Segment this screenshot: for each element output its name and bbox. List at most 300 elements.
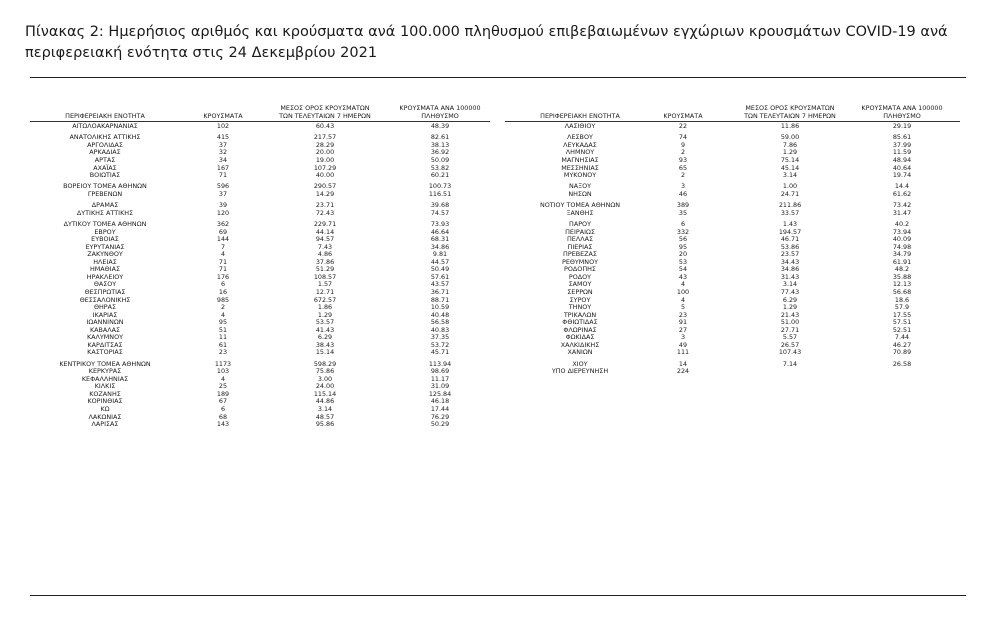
cell-cases: 143: [216, 420, 230, 429]
cell-name: ΥΠΟ ΔΙΕΡΕΥΝΗΣΗ: [551, 367, 609, 376]
cell-avg: 6.29: [317, 333, 333, 342]
cell-cases: 189: [216, 389, 230, 398]
cell-name: ΤΗΝΟΥ: [568, 303, 592, 312]
cell-name: ΧΑΛΚΙΔΙΚΗΣ: [560, 340, 600, 349]
cell-cases: 22: [678, 122, 688, 130]
cell-cases: 56: [678, 235, 688, 244]
cell-cases: 93: [678, 155, 688, 164]
cell-cases: 25: [218, 382, 228, 391]
cell-name: ΑΡΤΑΣ: [94, 155, 116, 164]
cell-cases: 53: [678, 257, 688, 266]
cell-cases: 43: [678, 272, 688, 281]
cell-name: ΡΟΔΟΠΗΣ: [564, 265, 596, 274]
table-row: [505, 122, 965, 130]
cell-per: 98.69: [430, 367, 450, 376]
cell-cases: 332: [676, 227, 690, 236]
cell-cases: 224: [676, 367, 690, 376]
cell-per: 53.82: [430, 163, 450, 172]
cell-cases: 74: [678, 133, 688, 142]
cell-avg: 598.29: [313, 359, 337, 368]
header-per-right: [852, 104, 952, 120]
cell-name: ΜΑΓΝΗΣΙΑΣ: [561, 155, 599, 164]
cell-cases: 103: [216, 367, 230, 376]
cell-avg: 4.86: [317, 250, 333, 259]
cell-cases: 27: [678, 325, 688, 334]
cell-per: 10.59: [430, 303, 450, 312]
table-row: [30, 190, 490, 198]
cell-name: ΚΑΒΑΛΑΣ: [89, 325, 121, 334]
cell-avg: 77.43: [780, 288, 800, 296]
cell-per: 48.39: [430, 122, 450, 130]
cell-per: 14.4: [894, 182, 910, 191]
header-avg-right: [740, 104, 840, 120]
cell-avg: 21.43: [780, 310, 800, 319]
cell-cases: 7: [220, 242, 226, 251]
header-avg-line1: ΜΕΣΟΣ ΟΡΟΣ ΚΡΟΥΣΜΑΤΩΝ: [280, 104, 370, 112]
cell-per: 50.29: [430, 420, 450, 429]
cell-avg: 51.00: [780, 318, 800, 327]
cell-per: 46.18: [430, 397, 450, 406]
cell-cases: 6: [220, 405, 226, 413]
cell-avg: 217.57: [313, 133, 337, 142]
table-row: [30, 420, 490, 428]
cell-per: 61.91: [892, 257, 912, 266]
cell-cases: 71: [218, 171, 228, 180]
cell-cases: 23: [218, 348, 228, 357]
header-cases-right: ΚΡΟΥΣΜΑΤΑ: [663, 112, 703, 120]
cell-name: ΒΟΙΩΤΙΑΣ: [89, 171, 121, 180]
cell-avg: 211.86: [778, 201, 802, 210]
cell-name: ΝΟΤΙΟΥ ΤΟΜΕΑ ΑΘΗΝΩΝ: [539, 201, 621, 210]
cell-avg: 672.57: [313, 295, 337, 304]
cell-avg: 3.14: [782, 171, 798, 180]
table-row: [505, 171, 965, 179]
header-per: [390, 104, 490, 120]
cell-per: 11.59: [892, 148, 912, 157]
cell-name: ΚΑΡΔΙΤΣΑΣ: [87, 340, 123, 349]
cell-cases: 91: [678, 318, 688, 327]
header-unit: ΠΕΡΙΦΕΡΕΙΑΚΗ ΕΝΟΤΗΤΑ: [65, 112, 145, 120]
cell-avg: 45.14: [780, 163, 800, 172]
cell-cases: 11: [218, 333, 228, 342]
cell-avg: 20.00: [315, 148, 335, 157]
cell-name: ΣΑΜΟΥ: [568, 280, 592, 289]
cell-avg: 24.71: [780, 189, 800, 198]
cell-per: 36.71: [430, 288, 450, 296]
cell-per: 85.61: [892, 133, 912, 142]
cell-avg: 1.29: [317, 310, 333, 319]
cell-name: ΤΡΙΚΑΛΩΝ: [563, 310, 597, 319]
cell-per: 29.19: [892, 122, 912, 130]
cell-name: ΚΕΡΚΥΡΑΣ: [88, 367, 122, 376]
cell-avg: 40.00: [315, 171, 335, 180]
cell-name: ΦΘΙΩΤΙΔΑΣ: [562, 318, 598, 327]
cell-cases: 389: [676, 201, 690, 210]
cell-avg: 11.86: [780, 122, 800, 130]
cell-per: 39.68: [430, 201, 450, 210]
cell-name: ΘΕΣΣΑΛΟΝΙΚΗΣ: [79, 295, 131, 304]
cell-cases: 3: [680, 182, 686, 191]
cell-name: ΛΕΣΒΟΥ: [567, 133, 593, 142]
cell-name: ΒΟΡΕΙΟΥ ΤΟΜΕΑ ΑΘΗΝΩΝ: [63, 182, 147, 191]
cell-name: ΠΡΕΒΕΖΑΣ: [563, 250, 597, 259]
cell-per: 9.81: [432, 250, 448, 259]
cell-per: 73.94: [892, 227, 912, 236]
cell-per: 116.51: [428, 189, 452, 198]
cell-cases: 95: [218, 318, 228, 327]
table-row: [505, 348, 965, 356]
cell-per: 46.64: [430, 227, 450, 236]
cell-avg: 107.29: [313, 163, 337, 172]
cell-name: ΣΕΡΡΩΝ: [567, 288, 593, 296]
cell-name: ΕΒΡΟΥ: [94, 227, 116, 236]
cell-name: ΧΙΟΥ: [572, 359, 588, 368]
cell-per: 73.93: [430, 220, 450, 229]
cell-name: ΚΟΡΙΝΘΙΑΣ: [87, 397, 123, 406]
cell-name: ΡΟΔΟΥ: [568, 272, 592, 281]
cell-name: ΠΙΕΡΙΑΣ: [567, 242, 593, 251]
cell-avg: 24.00: [315, 382, 335, 391]
cell-per: 56.58: [430, 318, 450, 327]
cell-cases: 71: [218, 257, 228, 266]
cell-cases: 100: [676, 288, 690, 296]
cell-cases: 4: [220, 250, 226, 259]
cell-avg: 229.71: [313, 220, 337, 229]
cell-per: 50.09: [430, 155, 450, 164]
cell-per: 100.73: [428, 182, 452, 191]
cell-per: 74.57: [430, 208, 450, 217]
cell-name: ΗΡΑΚΛΕΙΟΥ: [86, 272, 124, 281]
cell-name: ΔΡΑΜΑΣ: [91, 201, 119, 210]
cell-avg: 23.71: [315, 201, 335, 210]
cell-cases: 6: [220, 280, 226, 289]
cell-per: 38.13: [430, 140, 450, 149]
cell-avg: 1.29: [782, 148, 798, 157]
cell-avg: 7.43: [317, 242, 333, 251]
cell-cases: 46: [678, 189, 688, 198]
cell-cases: 35: [678, 208, 688, 217]
cell-name: ΚΕΝΤΡΙΚΟΥ ΤΟΜΕΑ ΑΘΗΝΩΝ: [59, 359, 151, 368]
cell-avg: 59.00: [780, 133, 800, 142]
cell-name: ΛΑΡΙΣΑΣ: [91, 420, 119, 429]
cell-cases: 144: [216, 235, 230, 244]
cell-avg: 46.71: [780, 235, 800, 244]
cell-cases: 415: [216, 133, 230, 142]
cell-per: 31.09: [430, 382, 450, 391]
cell-per: 12.13: [892, 280, 912, 289]
cell-per: 61.62: [892, 189, 912, 198]
cell-avg: 6.29: [782, 295, 798, 304]
cell-per: 50.49: [430, 265, 450, 274]
cell-name: ΦΩΚΙΔΑΣ: [565, 333, 595, 342]
cell-cases: 49: [678, 340, 688, 349]
cell-name: ΖΑΚΥΝΘΟΥ: [87, 250, 123, 259]
cell-per: 73.42: [892, 201, 912, 210]
cell-per: 68.31: [430, 235, 450, 244]
cell-per: 60.21: [430, 171, 450, 180]
cell-per: 7.44: [894, 333, 910, 342]
cell-per: 40.09: [892, 235, 912, 244]
cell-avg: 44.14: [315, 227, 335, 236]
cell-name: ΛΑΣΙΘΙΟΥ: [564, 122, 596, 130]
cell-cases: 14: [678, 359, 688, 368]
cell-cases: 176: [216, 272, 230, 281]
table-row: [30, 122, 490, 130]
cell-per: 26.58: [892, 359, 912, 368]
cell-avg: 290.57: [313, 182, 337, 191]
cell-name: ΜΥΚΟΝΟΥ: [563, 171, 597, 180]
cell-cases: 120: [216, 208, 230, 217]
cell-avg: 51.29: [315, 265, 335, 274]
cell-cases: 65: [678, 163, 688, 172]
cell-cases: 596: [216, 182, 230, 191]
cell-name: ΝΑΞΟΥ: [568, 182, 592, 191]
cell-avg: 7.14: [782, 359, 798, 368]
cell-name: ΠΑΡΟΥ: [569, 220, 591, 229]
cell-cases: 4: [220, 310, 226, 319]
cell-per: 19.74: [892, 171, 912, 180]
cell-avg: 75.86: [315, 367, 335, 376]
cell-avg: 28.29: [315, 140, 335, 149]
cell-name: ΑΧΑΪΑΣ: [93, 163, 117, 172]
cell-per: 44.57: [430, 257, 450, 266]
cell-avg: 53.57: [315, 318, 335, 327]
cell-name: ΕΥΡΥΤΑΝΙΑΣ: [85, 242, 125, 251]
cell-name: ΘΕΣΠΡΩΤΙΑΣ: [84, 288, 126, 296]
table-row: [505, 190, 965, 198]
cell-per: 56.68: [892, 288, 912, 296]
cell-name: ΚΑΣΤΟΡΙΑΣ: [87, 348, 123, 357]
cell-avg: 3.14: [782, 280, 798, 289]
cell-avg: 108.57: [313, 272, 337, 281]
cell-cases: 362: [216, 220, 230, 229]
cell-name: ΜΕΣΣΗΝΙΑΣ: [561, 163, 599, 172]
table-row: [30, 171, 490, 179]
cell-per: 37.99: [892, 140, 912, 149]
cell-cases: 39: [218, 201, 228, 210]
cell-cases: 4: [680, 280, 686, 289]
header-avg-line2: ΤΩΝ ΤΕΛΕΥΤΑΙΩΝ 7 ΗΜΕΡΩΝ: [279, 112, 371, 120]
cell-per: 40.83: [430, 325, 450, 334]
cell-cases: 2: [680, 148, 686, 157]
cell-cases: 23: [678, 310, 688, 319]
cell-name: ΓΡΕΒΕΝΩΝ: [87, 189, 123, 198]
cell-name: ΠΕΛΛΑΣ: [567, 235, 593, 244]
cell-per: 40.2: [894, 220, 910, 229]
cell-avg: 95.86: [315, 420, 335, 429]
cell-per: 57.9: [894, 303, 910, 312]
cell-cases: 71: [218, 265, 228, 274]
table-row: [30, 348, 490, 356]
table-title: Πίνακας 2: Ημερήσιος αριθμός και κρούσματα ανά 100.000 πληθυσμού επιβεβαιωμένων εγχώριων κρουσμάτων COVID-19 ανά περιφερειακή ενότητα στις 24 Δεκεμβρίου 2021: [25, 24, 948, 61]
cell-name: ΕΥΒΟΙΑΣ: [91, 235, 119, 244]
cell-avg: 41.43: [315, 325, 335, 334]
header-per-line2: ΠΛΗΘΥΣΜΟ: [421, 112, 459, 120]
cell-avg: 72.43: [315, 208, 335, 217]
cell-per: 11.17: [430, 374, 450, 383]
cell-per: 31.47: [892, 208, 912, 217]
cell-cases: 20: [678, 250, 688, 259]
cell-per: 88.71: [430, 295, 450, 304]
cell-name: ΣΥΡΟΥ: [569, 295, 591, 304]
cell-cases: 37: [218, 140, 228, 149]
cell-per: 48.94: [892, 155, 912, 164]
cell-per: 74.98: [892, 242, 912, 251]
cell-name: ΡΕΘΥΜΝΟΥ: [561, 257, 599, 266]
cell-avg: 33.57: [780, 208, 800, 217]
cell-per: 76.29: [430, 412, 450, 421]
cell-name: ΑΡΚΑΔΙΑΣ: [89, 148, 121, 157]
cell-name: ΚΩ: [100, 405, 110, 413]
cell-cases: 69: [218, 227, 228, 236]
cell-name: ΘΑΣΟΥ: [93, 280, 117, 289]
cell-avg: 27.71: [780, 325, 800, 334]
cell-cases: 37: [218, 189, 228, 198]
cell-per: 57.51: [892, 318, 912, 327]
cell-name: ΛΑΚΩΝΙΑΣ: [88, 412, 122, 421]
cell-avg: 23.57: [780, 250, 800, 259]
header-avg: [275, 104, 375, 120]
cell-avg: 14.29: [315, 189, 335, 198]
cell-name: ΛΕΥΚΑΔΑΣ: [563, 140, 597, 149]
cell-cases: 5: [680, 303, 686, 312]
cell-avg: 12.71: [315, 288, 335, 296]
cell-avg: 1.86: [317, 303, 333, 312]
cell-avg: 1.43: [782, 220, 798, 229]
cell-name: ΘΗΡΑΣ: [93, 303, 117, 312]
cell-avg: 1.29: [782, 303, 798, 312]
cell-name: ΗΜΑΘΙΑΣ: [89, 265, 120, 274]
cell-cases: 51: [218, 325, 228, 334]
cell-cases: 61: [218, 340, 228, 349]
cell-name: ΑΝΑΤΟΛΙΚΗΣ ΑΤΤΙΚΗΣ: [69, 133, 141, 142]
header-per-line1: ΚΡΟΥΣΜΑΤΑ ΑΝΑ 100000: [399, 104, 481, 112]
cell-avg: 34.43: [780, 257, 800, 266]
cell-avg: 7.86: [782, 140, 798, 149]
cell-avg: 53.86: [780, 242, 800, 251]
cell-per: 36.92: [430, 148, 450, 157]
cell-name: ΚΟΖΑΝΗΣ: [89, 389, 121, 398]
cell-name: ΚΕΦΑΛΛΗΝΙΑΣ: [81, 374, 129, 383]
top-rule: [30, 77, 966, 78]
cell-per: 35.88: [892, 272, 912, 281]
cell-avg: 94.57: [315, 235, 335, 244]
cell-name: ΙΚΑΡΙΑΣ: [92, 310, 118, 319]
cell-cases: 2: [220, 303, 226, 312]
cell-name: ΠΕΙΡΑΙΩΣ: [565, 227, 595, 236]
cell-avg: 34.86: [780, 265, 800, 274]
cell-avg: 26.57: [780, 340, 800, 349]
cell-avg: 48.57: [315, 412, 335, 421]
cell-per: 48.2: [894, 265, 910, 274]
cell-name: ΔΥΤΙΚΗΣ ΑΤΤΙΚΗΣ: [76, 208, 134, 217]
cell-name: ΙΩΑΝΝΙΝΩΝ: [86, 318, 124, 327]
cell-name: ΑΡΓΟΛΙΔΑΣ: [87, 140, 123, 149]
cell-name: ΧΑΝΙΩΝ: [567, 348, 593, 357]
cell-cases: 34: [218, 155, 228, 164]
cell-name: ΔΥΤΙΚΟΥ ΤΟΜΕΑ ΑΘΗΝΩΝ: [63, 220, 147, 229]
cell-avg: 5.57: [782, 333, 798, 342]
header-avg-right-line2: ΤΩΝ ΤΕΛΕΥΤΑΙΩΝ 7 ΗΜΕΡΩΝ: [744, 112, 836, 120]
cell-avg: 60.43: [315, 122, 335, 130]
cell-cases: 16: [218, 288, 228, 296]
cell-per: 125.84: [428, 389, 452, 398]
cell-name: ΚΑΛΥΜΝΟΥ: [86, 333, 124, 342]
header-per-right-line1: ΚΡΟΥΣΜΑΤΑ ΑΝΑ 100000: [861, 104, 943, 112]
cell-avg: 15.14: [315, 348, 335, 357]
cell-per: 113.94: [428, 359, 452, 368]
cell-per: 40.64: [892, 163, 912, 172]
cell-avg: 44.86: [315, 397, 335, 406]
cell-name: ΞΑΝΘΗΣ: [566, 208, 594, 217]
header-unit-right: ΠΕΡΙΦΕΡΕΙΑΚΗ ΕΝΟΤΗΤΑ: [540, 112, 620, 120]
table-row: [30, 209, 490, 217]
cell-name: ΛΗΜΝΟΥ: [565, 148, 595, 157]
cell-per: 70.89: [892, 348, 912, 357]
cell-per: 40.48: [430, 310, 450, 319]
cell-name: ΑΙΤΩΛΟΑΚΑΡΝΑΝΙΑΣ: [72, 122, 138, 130]
cell-avg: 194.57: [778, 227, 802, 236]
cell-per: 18.6: [894, 295, 910, 304]
cell-cases: 985: [216, 295, 230, 304]
cell-per: 17.55: [892, 310, 912, 319]
cell-avg: 3.14: [317, 405, 333, 413]
cell-cases: 9: [680, 140, 686, 149]
cell-name: ΗΛΕΙΑΣ: [93, 257, 117, 266]
table-header: [30, 98, 966, 120]
cell-cases: 1173: [214, 359, 232, 368]
cell-per: 34.79: [892, 250, 912, 259]
header-per-right-line2: ΠΛΗΘΥΣΜΟ: [883, 112, 921, 120]
cell-per: 45.71: [430, 348, 450, 357]
table-row: [505, 209, 965, 217]
cell-cases: 95: [678, 242, 688, 251]
cell-avg: 107.43: [778, 348, 802, 357]
cell-avg: 1.00: [782, 182, 798, 191]
cell-per: 82.61: [430, 133, 450, 142]
cell-name: ΝΗΣΩΝ: [568, 189, 592, 198]
cell-per: 57.61: [430, 272, 450, 281]
cell-cases: 102: [216, 122, 230, 130]
header-avg-right-line1: ΜΕΣΟΣ ΟΡΟΣ ΚΡΟΥΣΜΑΤΩΝ: [745, 104, 835, 112]
cell-cases: 3: [680, 333, 686, 342]
table-row: [505, 367, 965, 375]
cell-cases: 32: [218, 148, 228, 157]
cell-cases: 4: [680, 295, 686, 304]
cell-per: 52.51: [892, 325, 912, 334]
cell-per: 53.72: [430, 340, 450, 349]
cell-cases: 6: [680, 220, 686, 229]
cell-cases: 4: [220, 374, 226, 383]
cell-per: 17.44: [430, 405, 450, 413]
cell-avg: 1.57: [317, 280, 333, 289]
cell-per: 43.57: [430, 280, 450, 289]
cell-avg: 37.86: [315, 257, 335, 266]
cell-avg: 115.14: [313, 389, 337, 398]
cell-avg: 38.43: [315, 340, 335, 349]
cell-avg: 3.00: [317, 374, 333, 383]
cell-per: 46.27: [892, 340, 912, 349]
cell-cases: 167: [216, 163, 230, 172]
cell-cases: 68: [218, 412, 228, 421]
cell-avg: 31.43: [780, 272, 800, 281]
cell-per: 34.86: [430, 242, 450, 251]
bottom-rule: [30, 595, 966, 596]
cell-name: ΦΛΩΡΙΝΑΣ: [563, 325, 597, 334]
cell-avg: 75.14: [780, 155, 800, 164]
cell-per: 37.35: [430, 333, 450, 342]
cell-cases: 111: [676, 348, 690, 357]
